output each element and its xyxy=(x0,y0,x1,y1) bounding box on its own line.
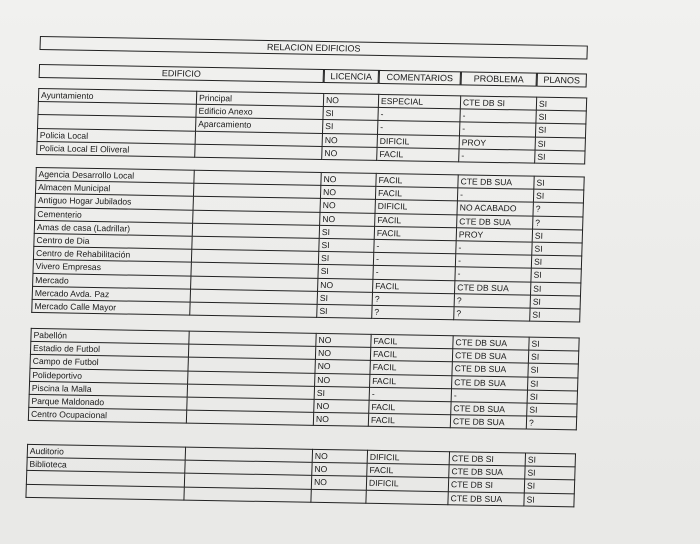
document-title: RELACION EDIFICIOS xyxy=(39,36,587,60)
comentarios-cell: FACIL xyxy=(370,361,452,376)
planos-cell: SI xyxy=(531,268,581,282)
building-group-table xyxy=(28,328,580,431)
comentarios-cell xyxy=(366,490,448,505)
licencia-cell: NO xyxy=(320,212,375,226)
licencia-cell: SI xyxy=(317,291,372,305)
licencia-cell: SI xyxy=(319,238,374,252)
header-licencia: LICENCIA xyxy=(324,69,379,84)
planos-cell: SI xyxy=(535,150,585,164)
planos-cell: SI xyxy=(536,110,586,124)
comentarios-cell: FACIL xyxy=(367,463,449,478)
problema-cell: NO ACABADO xyxy=(457,201,533,216)
licencia-cell: SI xyxy=(319,225,374,239)
building-name: Centro de Rehabilitación xyxy=(33,247,191,263)
planos-cell: SI xyxy=(532,242,582,256)
planos-cell: SI xyxy=(534,176,584,190)
problema-cell: CTE DB SUA xyxy=(450,415,526,430)
planos-cell: SI xyxy=(536,97,586,111)
comentarios-cell: ? xyxy=(372,292,454,307)
problema-cell: CTE DB SUA xyxy=(451,402,527,417)
planos-cell: ? xyxy=(533,203,583,217)
sub-building: Principal xyxy=(196,91,323,106)
comentarios-cell: FACIL xyxy=(370,374,452,389)
comentarios-cell: FACIL xyxy=(375,213,457,228)
header-problema: PROBLEMA xyxy=(461,71,537,86)
planos-cell: ? xyxy=(526,416,576,430)
building-name: Policia Local El Oliveral xyxy=(37,141,195,157)
licencia-cell xyxy=(311,489,366,503)
licencia-cell: SI xyxy=(323,107,378,121)
planos-cell: SI xyxy=(524,479,574,493)
planos-cell: SI xyxy=(535,124,585,138)
comentarios-cell: ESPECIAL xyxy=(378,94,460,109)
building-name: Centro de Dia xyxy=(34,233,192,249)
comentarios-cell: FACIL xyxy=(368,413,450,428)
planos-cell: SI xyxy=(532,229,582,243)
comentarios-cell: - xyxy=(374,239,456,254)
building-name: Policia Local xyxy=(37,128,195,144)
comentarios-cell: DIFICIL xyxy=(375,200,457,215)
problema-cell: PROY xyxy=(456,228,532,243)
header-edificio: EDIFICIO xyxy=(39,64,324,83)
problema-cell: CTE DB SUA xyxy=(457,214,533,229)
building-name: Ayuntamiento xyxy=(38,88,196,104)
planos-cell: SI xyxy=(531,282,581,296)
licencia-cell: NO xyxy=(316,333,371,347)
building-name: Polideportivo xyxy=(30,368,188,384)
building-name: Auditorio xyxy=(27,444,185,460)
comentarios-cell: - xyxy=(373,266,455,281)
licencia-cell: NO xyxy=(315,360,370,374)
problema-cell: CTE DB SUA xyxy=(448,491,524,506)
building-group-table xyxy=(36,88,587,164)
header-comentarios: COMENTARIOS xyxy=(379,70,461,85)
problema-cell: CTE DB SI xyxy=(460,96,536,111)
problema-cell: - xyxy=(459,122,535,137)
licencia-cell: NO xyxy=(318,278,373,292)
comentarios-cell: ? xyxy=(372,305,454,320)
planos-cell: SI xyxy=(529,337,579,351)
planos-cell: SI xyxy=(528,363,578,377)
sub-building xyxy=(186,410,313,425)
licencia-cell: SI xyxy=(318,265,373,279)
sub-building: Edificio Anexo xyxy=(196,104,323,119)
problema-cell: ? xyxy=(454,293,530,308)
document-sheet xyxy=(24,34,640,544)
licencia-cell: NO xyxy=(315,347,370,361)
comentarios-cell: FACIL xyxy=(374,226,456,241)
building-name: Estadio de Futbol xyxy=(30,342,188,358)
planos-cell: SI xyxy=(525,466,575,480)
problema-cell: CTE DB SUA xyxy=(452,349,528,364)
planos-cell: SI xyxy=(524,493,574,507)
problema-cell: CTE DB SI xyxy=(449,452,525,467)
planos-cell: ? xyxy=(533,216,583,230)
comentarios-cell: - xyxy=(373,252,455,267)
licencia-cell: NO xyxy=(315,373,370,387)
building-group-table xyxy=(25,444,576,507)
building-name: Almacen Municipal xyxy=(35,181,193,197)
building-group-table xyxy=(31,167,585,323)
planos-cell: SI xyxy=(530,295,580,309)
building-name: Antiguo Hogar Jubilados xyxy=(35,194,193,210)
licencia-cell: NO xyxy=(311,476,366,490)
planos-cell: SI xyxy=(535,137,585,151)
comentarios-cell: FACIL xyxy=(370,348,452,363)
licencia-cell: NO xyxy=(322,133,377,147)
licencia-cell: NO xyxy=(321,172,376,186)
comentarios-cell: - xyxy=(369,387,451,402)
problema-cell: PROY xyxy=(459,135,535,150)
comentarios-cell: - xyxy=(378,108,460,123)
building-name: Campo de Futbol xyxy=(30,355,188,371)
licencia-cell: SI xyxy=(317,304,372,318)
comentarios-cell: DIFICIL xyxy=(366,477,448,492)
planos-cell: SI xyxy=(527,390,577,404)
problema-cell: CTE DB SUA xyxy=(449,465,525,480)
licencia-cell: NO xyxy=(312,463,367,477)
planos-cell: SI xyxy=(525,453,575,467)
licencia-cell: NO xyxy=(320,199,375,213)
problema-cell: CTE DB SUA xyxy=(452,362,528,377)
problema-cell: CTE DB SUA xyxy=(455,280,531,295)
sub-building xyxy=(190,302,317,317)
problema-cell: - xyxy=(460,109,536,124)
building-name: Amas de casa (Ladrillar) xyxy=(34,220,192,236)
planos-cell: SI xyxy=(530,308,580,322)
header-planos: PLANOS xyxy=(537,73,587,88)
comentarios-cell: DIFICIL xyxy=(367,450,449,465)
comentarios-cell: - xyxy=(377,121,459,136)
building-name: Vivero Empresas xyxy=(33,260,191,276)
building-name: Agencia Desarrollo Local xyxy=(36,167,194,183)
problema-cell: CTE DB SUA xyxy=(458,175,534,190)
problema-cell: ? xyxy=(454,307,530,322)
licencia-cell: SI xyxy=(323,120,378,134)
building-name xyxy=(26,484,184,500)
planos-cell: SI xyxy=(528,350,578,364)
problema-cell: CTE DB SUA xyxy=(453,336,529,351)
comentarios-cell: DIFICIL xyxy=(377,134,459,149)
building-name: Biblioteca xyxy=(27,458,185,474)
licencia-cell: NO xyxy=(323,93,378,107)
planos-cell: SI xyxy=(527,403,577,417)
comentarios-cell: FACIL xyxy=(375,187,457,202)
building-name: Mercado Avda. Paz xyxy=(32,286,190,302)
problema-cell: CTE DB SUA xyxy=(452,375,528,390)
building-name: Parque Maldonado xyxy=(29,394,187,410)
comentarios-cell: FACIL xyxy=(376,173,458,188)
licencia-cell: NO xyxy=(312,449,367,463)
building-name: Centro Ocupacional xyxy=(28,407,186,423)
licencia-cell: NO xyxy=(313,412,368,426)
licencia-cell: NO xyxy=(314,399,369,413)
comentarios-cell: FACIL xyxy=(373,279,455,294)
licencia-cell: SI xyxy=(318,252,373,266)
licencia-cell: NO xyxy=(320,186,375,200)
problema-cell: - xyxy=(459,149,535,164)
problema-cell: - xyxy=(457,188,533,203)
comentarios-cell: FACIL xyxy=(377,147,459,162)
sub-building xyxy=(195,144,322,159)
building-name: Mercado Calle Mayor xyxy=(32,299,190,315)
comentarios-cell: FACIL xyxy=(369,400,451,415)
problema-cell: CTE DB SI xyxy=(448,478,524,493)
building-name: Cementerio xyxy=(35,207,193,223)
problema-cell: - xyxy=(455,254,531,269)
problema-cell: - xyxy=(451,388,527,403)
licencia-cell: SI xyxy=(314,386,369,400)
building-name: Pabellón xyxy=(31,328,189,344)
building-name: Mercado xyxy=(33,273,191,289)
comentarios-cell: FACIL xyxy=(371,334,453,349)
licencia-cell: NO xyxy=(322,146,377,160)
problema-cell: - xyxy=(456,241,532,256)
sub-building: Aparcamiento xyxy=(196,118,323,133)
planos-cell: SI xyxy=(533,189,583,203)
problema-cell: - xyxy=(455,267,531,282)
planos-cell: SI xyxy=(531,255,581,269)
building-name: Piscina la Malla xyxy=(29,381,187,397)
planos-cell: SI xyxy=(528,377,578,391)
